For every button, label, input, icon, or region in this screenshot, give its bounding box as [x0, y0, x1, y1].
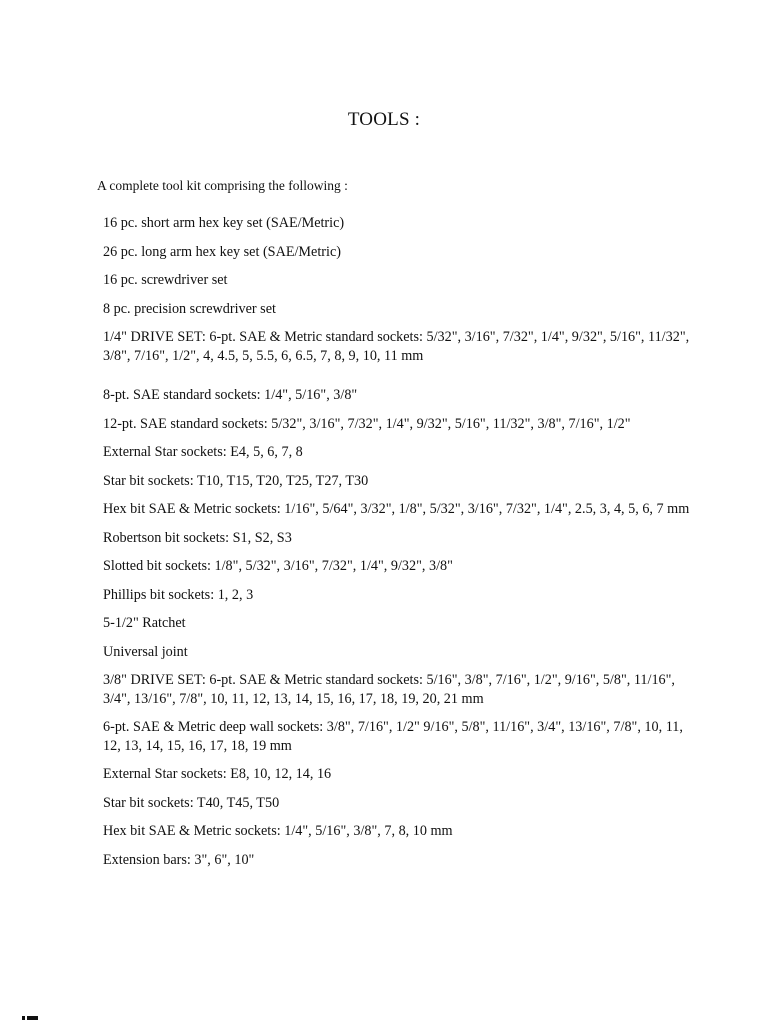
list-item: Slotted bit sockets: 1/8", 5/32", 3/16", 7/32", 1/4", 9/32", 3/8"	[103, 558, 453, 574]
intro-text: A complete tool kit comprising the following :	[97, 178, 348, 193]
list-item: Star bit sockets: T10, T15, T20, T25, T27, T30	[103, 472, 369, 489]
corner-mark-dot	[22, 1016, 25, 1020]
list-item: 16 pc. screwdriver set	[103, 272, 228, 288]
list-item: Phillips bit sockets: 1, 2, 3	[103, 586, 254, 603]
list-item: Star bit sockets: T40, T45, T50	[103, 794, 280, 811]
tool-list	[103, 214, 693, 879]
list-item: Hex bit SAE & Metric sockets: 1/4", 5/16", 3/8", 7, 8, 10 mm	[103, 823, 453, 839]
list-item: External Star sockets: E4, 5, 6, 7, 8	[103, 444, 303, 460]
list-item: External Star sockets: E8, 10, 12, 14, 16	[103, 766, 332, 782]
list-item: 16 pc. short arm hex key set (SAE/Metric)	[103, 215, 345, 231]
list-item: 1/4" DRIVE SET: 6-pt. SAE & Metric standard sockets: 5/32", 3/16", 7/32", 1/4", 9/32", 5/16", 11/32", 3/8", 7/16", 1/2", 4, 4.5, 5, 5.5, 6, 6.5, 7, 8, 9, 10, 11 mm	[103, 329, 690, 364]
list-item: 6-pt. SAE & Metric deep wall sockets: 3/8", 7/16", 1/2" 9/16", 5/8", 11/16", 3/4", 13/16", 7/8", 10, 11, 12, 13, 14, 15, 16, 17, 18, 19 mm	[103, 719, 683, 754]
list-item: Extension bars: 3", 6", 10"	[103, 851, 255, 868]
list-item: 5-1/2" Ratchet	[103, 615, 186, 631]
list-item: 26 pc. long arm hex key set (SAE/Metric)	[103, 243, 341, 260]
list-item: Robertson bit sockets: S1, S2, S3	[103, 529, 292, 546]
list-item: Universal joint	[103, 643, 188, 660]
list-item: 8 pc. precision screwdriver set	[103, 300, 276, 317]
list-item: 3/8" DRIVE SET: 6-pt. SAE & Metric standard sockets: 5/16", 3/8", 7/16", 1/2", 9/16", 5/8", 11/16", 3/4", 13/16", 7/8", 10, 11, 12, 13, 14, 15, 16, 17, 18, 19, 20, 21 mm	[103, 672, 675, 707]
list-item: Hex bit SAE & Metric sockets: 1/16", 5/64", 3/32", 1/8", 5/32", 3/16", 7/32", 1/4", 2.5, 3, 4, 5, 6, 7 mm	[103, 501, 690, 517]
list-item: 12-pt. SAE standard sockets: 5/32", 3/16", 7/32", 1/4", 9/32", 5/16", 11/32", 3/8", 7/16", 1/2"	[103, 415, 631, 432]
page-title: TOOLS :	[347, 109, 421, 130]
page-corner-mark	[22, 1016, 38, 1021]
list-item: 8-pt. SAE standard sockets: 1/4", 5/16", 3/8"	[103, 387, 358, 403]
corner-mark-bar	[27, 1016, 38, 1020]
